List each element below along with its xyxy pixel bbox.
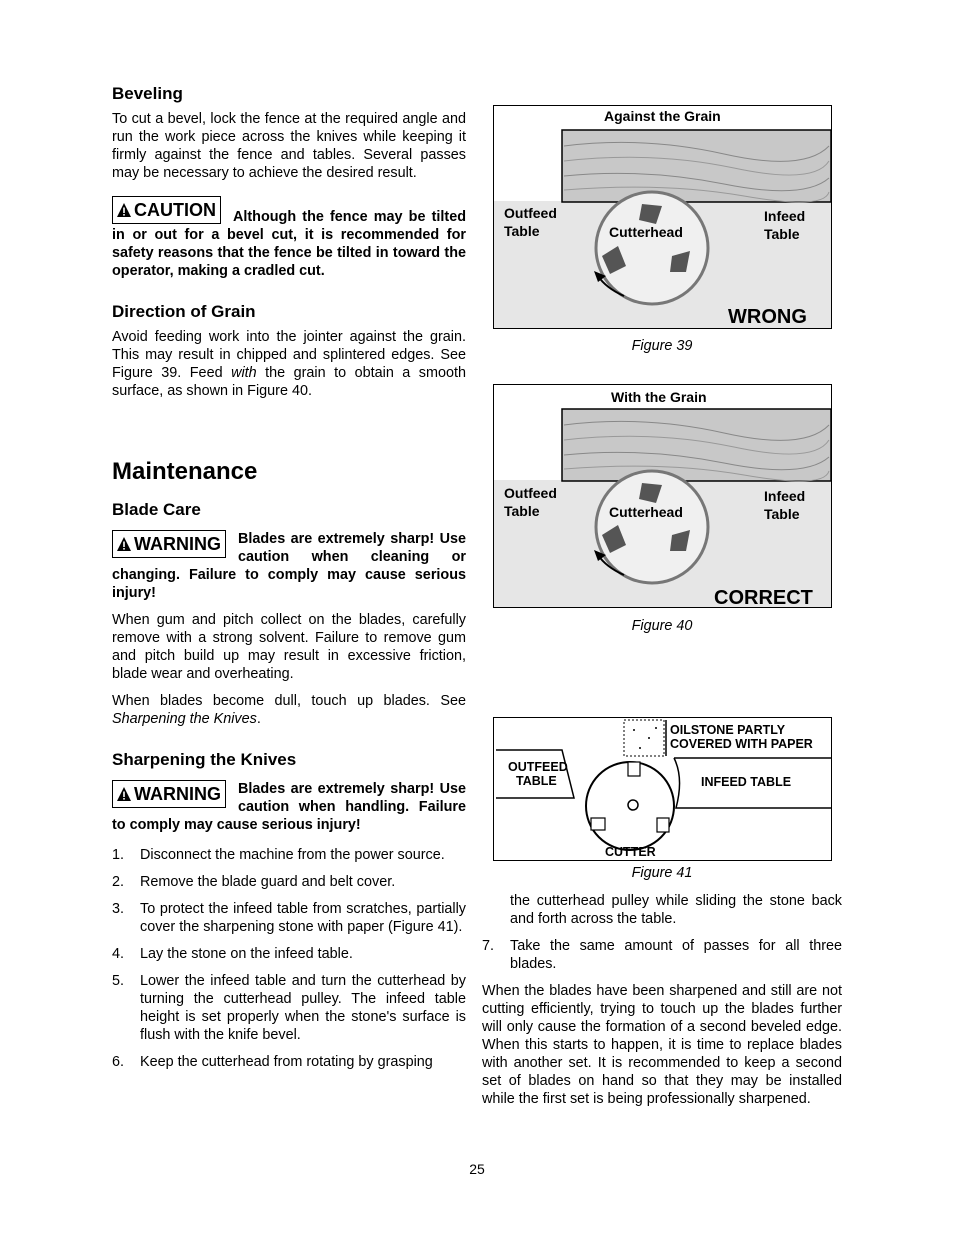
warning-label: WARNING: [134, 534, 221, 554]
figure-39-caption: Figure 39: [631, 338, 693, 354]
maintenance-heading: Maintenance: [112, 458, 258, 485]
step-text: Take the same amount of passes for all three blades.: [510, 938, 842, 972]
fig40-infeed-1: Infeed: [764, 488, 806, 504]
step-text: Disconnect the machine from the power source.: [140, 847, 445, 863]
fig39-verdict: WRONG: [728, 306, 807, 328]
figure-41: [493, 717, 832, 861]
blade-care-p2-em: Sharpening the Knives: [112, 711, 257, 727]
grain-body: [112, 328, 466, 400]
list-item: [112, 900, 466, 936]
fig41-infeed: INFEED TABLE: [701, 775, 792, 789]
step-number: 5.: [112, 973, 125, 989]
warning-label: WARNING: [134, 784, 221, 804]
fig39-infeed-1: Infeed: [764, 208, 806, 224]
step-number: 6.: [112, 1054, 125, 1070]
fig39-infeed-2: Table: [764, 226, 800, 242]
fig40-outfeed-1: Outfeed: [504, 485, 557, 501]
sharpening-warning-text: Blades are extremely sharp! Use caution when handling. Failure to comply may cause serious injury!: [112, 781, 466, 833]
step-text: Lower the infeed table and turn the cutterhead by turning the cutterhead pulley. The infeed table height is set properly when the stone's surface is flush with the knife bevel.: [140, 973, 466, 1043]
right-column: [482, 892, 842, 1117]
sharpening-warning-block: [112, 780, 466, 834]
warning-triangle-icon: [116, 202, 132, 218]
fig41-oilstone-1: OILSTONE PARTLY: [670, 723, 786, 737]
figure-40-caption: Figure 40: [631, 618, 693, 634]
figure-39: [493, 105, 832, 329]
step-text: Remove the blade guard and belt cover.: [140, 874, 396, 890]
grain-body-b: the grain to obtain a smooth surface, as shown in Figure 40.: [112, 365, 466, 399]
list-item: [112, 846, 466, 864]
list-item: [112, 873, 466, 891]
step-number: 7.: [482, 938, 495, 954]
figure-41-caption: Figure 41: [631, 865, 693, 881]
fig40-cutterhead: Cutterhead: [609, 504, 683, 520]
caution-label: CAUTION: [134, 200, 216, 220]
sharpening-heading: Sharpening the Knives: [112, 750, 297, 769]
blade-care-heading: Blade Care: [112, 500, 201, 519]
fig39-title: Against the Grain: [604, 108, 721, 124]
blade-care-p2-a: When blades become dull, touch up blades. See: [112, 693, 466, 709]
fig40-title: With the Grain: [611, 389, 707, 405]
fig41-oilstone-2: COVERED WITH PAPER: [670, 737, 813, 751]
warning-triangle-icon: [116, 536, 132, 552]
sharpening-steps-continued: [482, 937, 842, 973]
fig41-outfeed-2: TABLE: [516, 774, 557, 788]
list-item: [112, 945, 466, 963]
beveling-heading: Beveling: [112, 84, 183, 103]
page-number: 25: [469, 1161, 485, 1177]
fig40-outfeed-2: Table: [504, 503, 540, 519]
caution-block: [112, 196, 466, 280]
caution-text: Although the fence may be tilted in or out for a bevel cut, it is recommended for safety reasons that the fence be tilted in toward the operator, making a cradled cut.: [112, 209, 466, 279]
fig40-verdict: CORRECT: [714, 587, 813, 608]
fig39-cutterhead: Cutterhead: [609, 224, 683, 240]
beveling-body: To cut a bevel, lock the fence at the required angle and run the work piece across the knives while keeping it firmly against the fence and tables. Several passes may be necessary to achieve the desired result.: [112, 111, 466, 181]
blade-care-warning-text: Blades are extremely sharp! Use caution when cleaning or changing. Failure to comply may cause serious injury!: [112, 531, 466, 601]
blade-care-p1: When gum and pitch collect on the blades, carefully remove with a strong solvent. Failure to remove gum and pitch build up may result in excessive friction, blade wear and overheating.: [112, 612, 466, 682]
left-column: [112, 84, 466, 1080]
fig39-outfeed-2: Table: [504, 223, 540, 239]
list-item: [112, 1053, 466, 1071]
step-number: 1.: [112, 847, 125, 863]
fig40-infeed-2: Table: [764, 506, 800, 522]
step-text: To protect the infeed table from scratches, partially cover the sharpening stone with paper (Figure 41).: [140, 901, 466, 935]
warning-badge: [112, 780, 226, 808]
caution-badge: [112, 196, 221, 224]
step-number: 4.: [112, 946, 125, 962]
sharpening-steps: [112, 846, 466, 1071]
step-6-continued: the cutterhead pulley while sliding the stone back and forth across the table.: [510, 893, 842, 927]
fig41-cutter: CUTTER: [605, 845, 656, 859]
step-number: 3.: [112, 901, 125, 917]
blade-care-p2-b: .: [256, 711, 261, 727]
step-number: 2.: [112, 874, 125, 890]
blade-care-warning-block: [112, 530, 466, 602]
step-text: Keep the cutterhead from rotating by grasping: [140, 1054, 433, 1070]
closing-paragraph: When the blades have been sharpened and still are not cutting efficiently, trying to touch up the blades further will only cause the formation of a second beveled edge. When this starts to happen, it is time to replace blades with another set. It is recommended to keep a second set of blades on hand so that they may be installed while the first set is being professionally sharpened.: [482, 983, 842, 1107]
fig41-outfeed-1: OUTFEED: [508, 760, 568, 774]
grain-body-em: with: [231, 365, 257, 381]
warning-badge: [112, 530, 226, 558]
step-text: Lay the stone on the infeed table.: [140, 946, 353, 962]
list-item: [112, 972, 466, 1044]
warning-triangle-icon: [116, 786, 132, 802]
list-item: [482, 937, 842, 973]
grain-body-a: Avoid feeding work into the jointer against the grain. This may result in chipped and splintered edges. See Figure 39. Feed: [112, 329, 466, 381]
fig39-outfeed-1: Outfeed: [504, 205, 557, 221]
figure-40: [493, 384, 832, 608]
blade-care-p2: [112, 692, 466, 728]
grain-heading: Direction of Grain: [112, 302, 256, 321]
